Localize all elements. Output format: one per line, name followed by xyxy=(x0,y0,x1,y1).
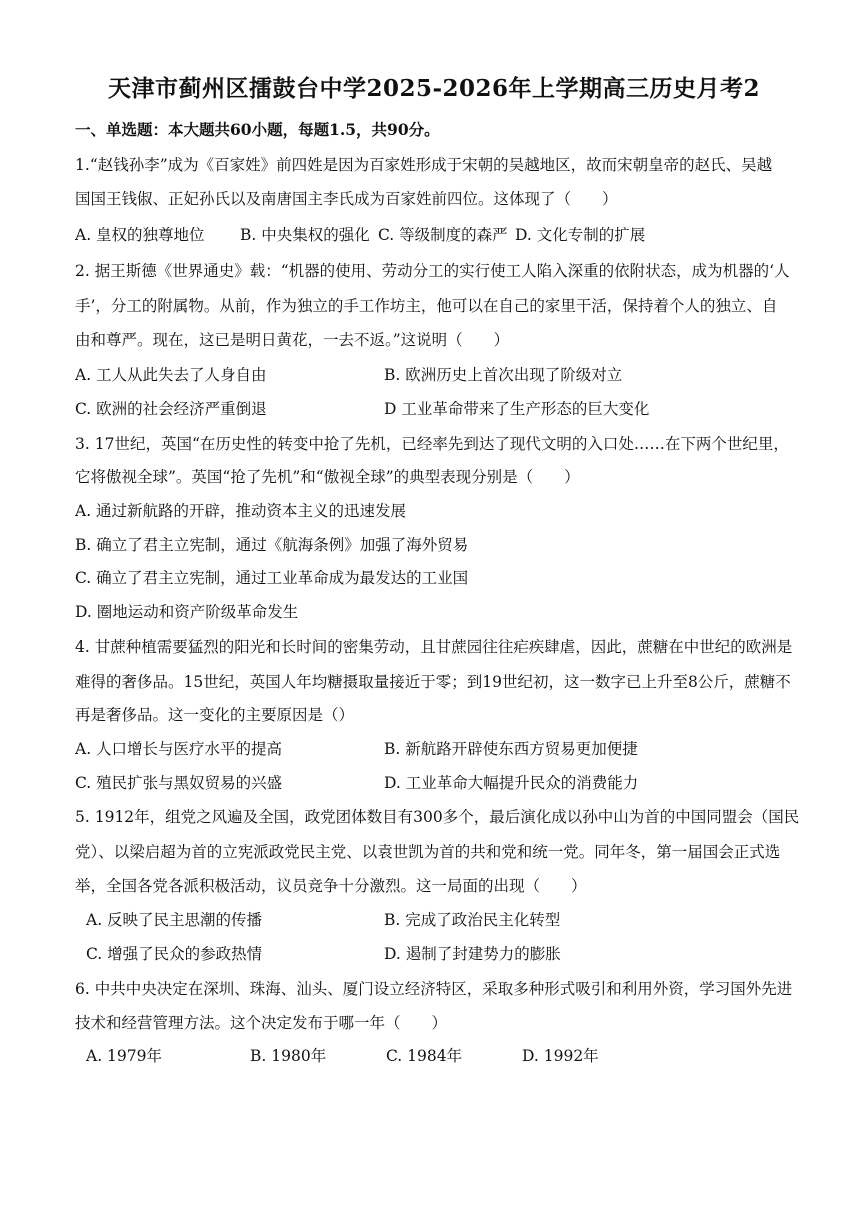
question-1-option-c: C. 等级制度的森严 xyxy=(378,226,508,244)
question-1-option-d: D. 文化专制的扩展 xyxy=(515,226,646,244)
question-5-line-1: 5. 1912年，组党之风遍及全国，政党团体数目有300多个，最后演化成以孙中山为首的中国同盟会（国民 xyxy=(75,808,800,826)
question-2-line-3: 由和尊严。现在，这已是明日黄花，一去不返。”这说明（ ） xyxy=(75,331,510,349)
question-1-line-1: 1.“赵钱孙李”成为《百家姓》前四姓是因为百家姓形成于宋朝的吴越地区，故而宋朝皇帝的赵氏、吴越 xyxy=(75,156,773,174)
question-5-option-d: D. 遏制了封建势力的膨胀 xyxy=(384,945,561,963)
question-2-option-c: C. 欧洲的社会经济严重倒退 xyxy=(75,400,267,418)
question-6-line-2: 技术和经营管理方法。这个决定发布于哪一年（ ） xyxy=(75,1014,448,1032)
question-4-line-2: 难得的奢侈品。15世纪，英国人年均糖摄取量接近于零；到19世纪初，这一数字已上升至8公斤，蔗糖不 xyxy=(75,673,791,691)
question-4-option-d: D. 工业革命大幅提升民众的消费能力 xyxy=(384,774,639,792)
question-5-line-3: 举，全国各党各派积极活动，议员竞争十分激烈。这一局面的出现（ ） xyxy=(75,877,587,895)
question-5-option-a: A. 反映了民主思潮的传播 xyxy=(86,911,263,929)
question-1-option-a: A. 皇权的独尊地位 xyxy=(75,226,205,244)
question-5-line-2: 党）、以梁启超为首的立宪派政党民主党、以袁世凯为首的共和党和统一党。同年冬，第一届国会正式选 xyxy=(75,843,781,861)
question-4-option-a: A. 人口增长与医疗水平的提高 xyxy=(75,740,283,758)
question-3-option-d: D. 圈地运动和资产阶级革命发生 xyxy=(75,603,299,621)
question-6-option-a: A. 1979年 xyxy=(86,1047,162,1065)
question-3-option-b: B. 确立了君主立宪制，通过《航海条例》加强了海外贸易 xyxy=(75,536,469,554)
question-5-option-b: B. 完成了政治民主化转型 xyxy=(384,911,561,929)
question-4-option-b: B. 新航路开辟使东西方贸易更加便捷 xyxy=(384,740,638,758)
question-2-line-1: 2. 据王斯德《世界通史》载：“机器的使用、劳动分工的实行使工人陷入深重的依附状态，成为机器的‘人 xyxy=(75,262,790,280)
question-3-option-a: A. 通过新航路的开辟，推动资本主义的迅速发展 xyxy=(75,502,407,520)
question-6-option-d: D. 1992年 xyxy=(522,1047,599,1065)
question-6-option-b: B. 1980年 xyxy=(250,1047,327,1065)
question-3-option-c: C. 确立了君主立宪制，通过工业革命成为最发达的工业国 xyxy=(75,569,469,587)
question-2-option-a: A. 工人从此失去了人身自由 xyxy=(75,366,267,384)
question-6-option-c: C. 1984年 xyxy=(386,1047,463,1065)
question-6-line-1: 6. 中共中央决定在深圳、珠海、汕头、厦门设立经济特区，采取多种形式吸引和利用外资，学习国外先进 xyxy=(75,980,793,998)
section-header: 一、单选题：本大题共60小题，每题1.5，共90分。 xyxy=(75,120,440,139)
question-2-line-2: 手’，分工的附属物。从前，作为独立的手工作坊主，他可以在自己的家里干活，保持着个人的独立、自 xyxy=(75,297,778,315)
question-3-line-1: 3. 17世纪，英国“在历史性的转变中抢了先机，已经率先到达了现代文明的入口处……在下两个世纪里， xyxy=(75,435,789,453)
question-2-option-d: D 工业革命带来了生产形态的巨大变化 xyxy=(384,400,650,418)
question-4-line-3: 再是奢侈品。这一变化的主要原因是（） xyxy=(75,706,355,724)
question-1-option-b: B. 中央集权的强化 xyxy=(240,226,370,244)
question-4-line-1: 4. 甘蔗种植需要猛烈的阳光和长时间的密集劳动，且甘蔗园往往疟疾肆虐，因此，蔗糖在中世纪的欧洲是 xyxy=(75,638,793,656)
question-4-option-c: C. 殖民扩张与黑奴贸易的兴盛 xyxy=(75,774,283,792)
question-5-option-c: C. 增强了民众的参政热情 xyxy=(86,945,263,963)
page-title: 天津市蓟州区擂鼓台中学2025-2026年上学期高三历史月考2 xyxy=(107,75,761,102)
question-3-line-2: 它将傲视全球”。英国“抢了先机”和“傲视全球”的典型表现分别是（ ） xyxy=(75,468,580,486)
question-1-line-2: 国国王钱俶、正妃孙氏以及南唐国主李氏成为百家姓前四位。这体现了（ ） xyxy=(75,190,618,208)
question-2-option-b: B. 欧洲历史上首次出现了阶级对立 xyxy=(384,366,623,384)
